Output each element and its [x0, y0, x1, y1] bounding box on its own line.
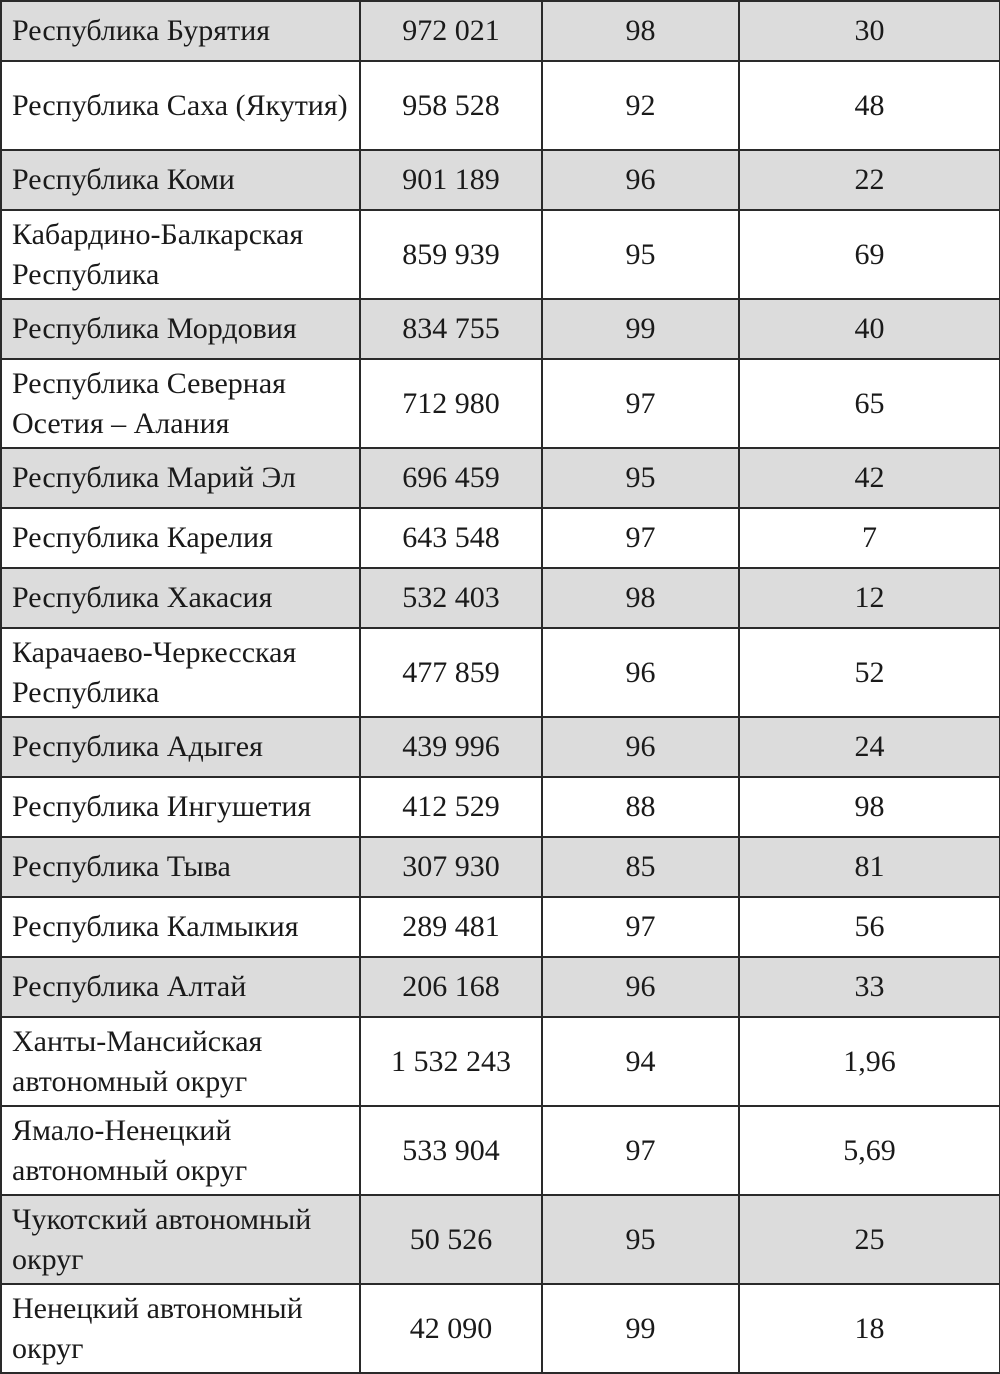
table-row [1, 150, 1000, 210]
value-cell: 56 [739, 897, 1000, 957]
table-row [1, 717, 1000, 777]
table-row [1, 448, 1000, 508]
region-name: Республика Адыгея [12, 730, 263, 763]
value-cell: 12 [739, 568, 1000, 628]
percent-cell: 85 [542, 837, 739, 897]
region-name: Республика Алтай [12, 970, 247, 1003]
value-cell: 7 [739, 508, 1000, 568]
percent-cell: 96 [542, 957, 739, 1017]
population-cell: 289 481 [360, 897, 542, 957]
region-name-cell [1, 717, 360, 777]
table-row [1, 508, 1000, 568]
region-name: Карачаево-Черкесская Республика [12, 635, 297, 709]
table-row [1, 777, 1000, 837]
percent-cell: 95 [542, 448, 739, 508]
value-cell: 42 [739, 448, 1000, 508]
percent-cell: 98 [542, 1, 739, 61]
percent-cell: 94 [542, 1017, 739, 1106]
population-cell: 643 548 [360, 508, 542, 568]
percent-cell: 99 [542, 1284, 739, 1373]
percent-cell: 96 [542, 150, 739, 210]
value-cell: 33 [739, 957, 1000, 1017]
region-name: Республика Тыва [12, 850, 231, 883]
population-cell: 532 403 [360, 568, 542, 628]
region-name-cell [1, 837, 360, 897]
percent-cell: 96 [542, 717, 739, 777]
region-name-cell [1, 1017, 360, 1106]
region-name: Ямало-Ненецкий автономный округ [12, 1113, 248, 1187]
region-name-cell [1, 897, 360, 957]
percent-cell: 88 [542, 777, 739, 837]
value-cell: 22 [739, 150, 1000, 210]
table-row [1, 1195, 1000, 1284]
region-name: Республика Бурятия [12, 14, 271, 47]
population-cell: 834 755 [360, 299, 542, 359]
population-cell: 533 904 [360, 1106, 542, 1195]
region-name: Республика Коми [12, 163, 235, 196]
table-row [1, 897, 1000, 957]
value-cell: 24 [739, 717, 1000, 777]
population-cell: 477 859 [360, 628, 542, 717]
value-cell: 52 [739, 628, 1000, 717]
region-name: Республика Северная Осетия – Алания [12, 366, 286, 440]
region-name: Республика Саха (Якутия) [12, 88, 348, 122]
region-name-cell [1, 359, 360, 448]
table-row [1, 1284, 1000, 1373]
region-name: Чукотский автономный округ [12, 1202, 312, 1276]
percent-cell: 98 [542, 568, 739, 628]
table-row [1, 299, 1000, 359]
population-cell: 1 532 243 [360, 1017, 542, 1106]
region-name: Республика Мордовия [12, 312, 297, 345]
value-cell: 25 [739, 1195, 1000, 1284]
value-cell: 98 [739, 777, 1000, 837]
percent-cell: 97 [542, 508, 739, 568]
region-name-cell [1, 1284, 360, 1373]
region-name-cell [1, 299, 360, 359]
value-cell: 69 [739, 210, 1000, 299]
value-cell: 65 [739, 359, 1000, 448]
percent-cell: 95 [542, 210, 739, 299]
table-row [1, 568, 1000, 628]
percent-cell: 99 [542, 299, 739, 359]
region-name: Ненецкий автономный округ [12, 1291, 303, 1365]
population-cell: 50 526 [360, 1195, 542, 1284]
population-cell: 412 529 [360, 777, 542, 837]
percent-cell: 97 [542, 1106, 739, 1195]
region-name: Республика Ингушетия [12, 790, 312, 823]
value-cell: 5,69 [739, 1106, 1000, 1195]
region-name-cell [1, 508, 360, 568]
population-cell: 859 939 [360, 210, 542, 299]
region-name: Ханты-Мансийская автономный округ [12, 1024, 263, 1098]
table-row [1, 1, 1000, 61]
value-cell: 40 [739, 299, 1000, 359]
percent-cell: 96 [542, 628, 739, 717]
table-row [1, 359, 1000, 448]
region-name-cell [1, 1106, 360, 1195]
region-name-cell [1, 777, 360, 837]
region-name: Республика Карелия [12, 521, 273, 554]
population-cell: 206 168 [360, 957, 542, 1017]
region-name-cell [1, 957, 360, 1017]
region-name-cell [1, 61, 360, 150]
region-name-cell [1, 1, 360, 61]
percent-cell: 92 [542, 61, 739, 150]
table-row [1, 1106, 1000, 1195]
population-cell: 712 980 [360, 359, 542, 448]
region-name-cell [1, 150, 360, 210]
region-name-cell [1, 568, 360, 628]
population-cell: 307 930 [360, 837, 542, 897]
region-name-cell [1, 448, 360, 508]
population-cell: 901 189 [360, 150, 542, 210]
population-cell: 958 528 [360, 61, 542, 150]
value-cell: 30 [739, 1, 1000, 61]
regions-table-body [1, 1, 1000, 1373]
value-cell: 48 [739, 61, 1000, 150]
table-row [1, 957, 1000, 1017]
value-cell: 81 [739, 837, 1000, 897]
region-name: Республика Хакасия [12, 581, 273, 614]
table-row [1, 210, 1000, 299]
population-cell: 42 090 [360, 1284, 542, 1373]
region-name-cell [1, 210, 360, 299]
value-cell: 18 [739, 1284, 1000, 1373]
population-cell: 439 996 [360, 717, 542, 777]
region-name: Республика Марий Эл [12, 461, 296, 494]
region-name: Кабардино-Балкарская Республика [12, 217, 304, 291]
table-row [1, 628, 1000, 717]
percent-cell: 97 [542, 897, 739, 957]
region-name-cell [1, 628, 360, 717]
table-row [1, 837, 1000, 897]
region-name: Республика Калмыкия [12, 910, 299, 943]
population-cell: 972 021 [360, 1, 542, 61]
percent-cell: 97 [542, 359, 739, 448]
population-cell: 696 459 [360, 448, 542, 508]
table-row [1, 1017, 1000, 1106]
table-row [1, 61, 1000, 150]
value-cell: 1,96 [739, 1017, 1000, 1106]
percent-cell: 95 [542, 1195, 739, 1284]
region-name-cell [1, 1195, 360, 1284]
